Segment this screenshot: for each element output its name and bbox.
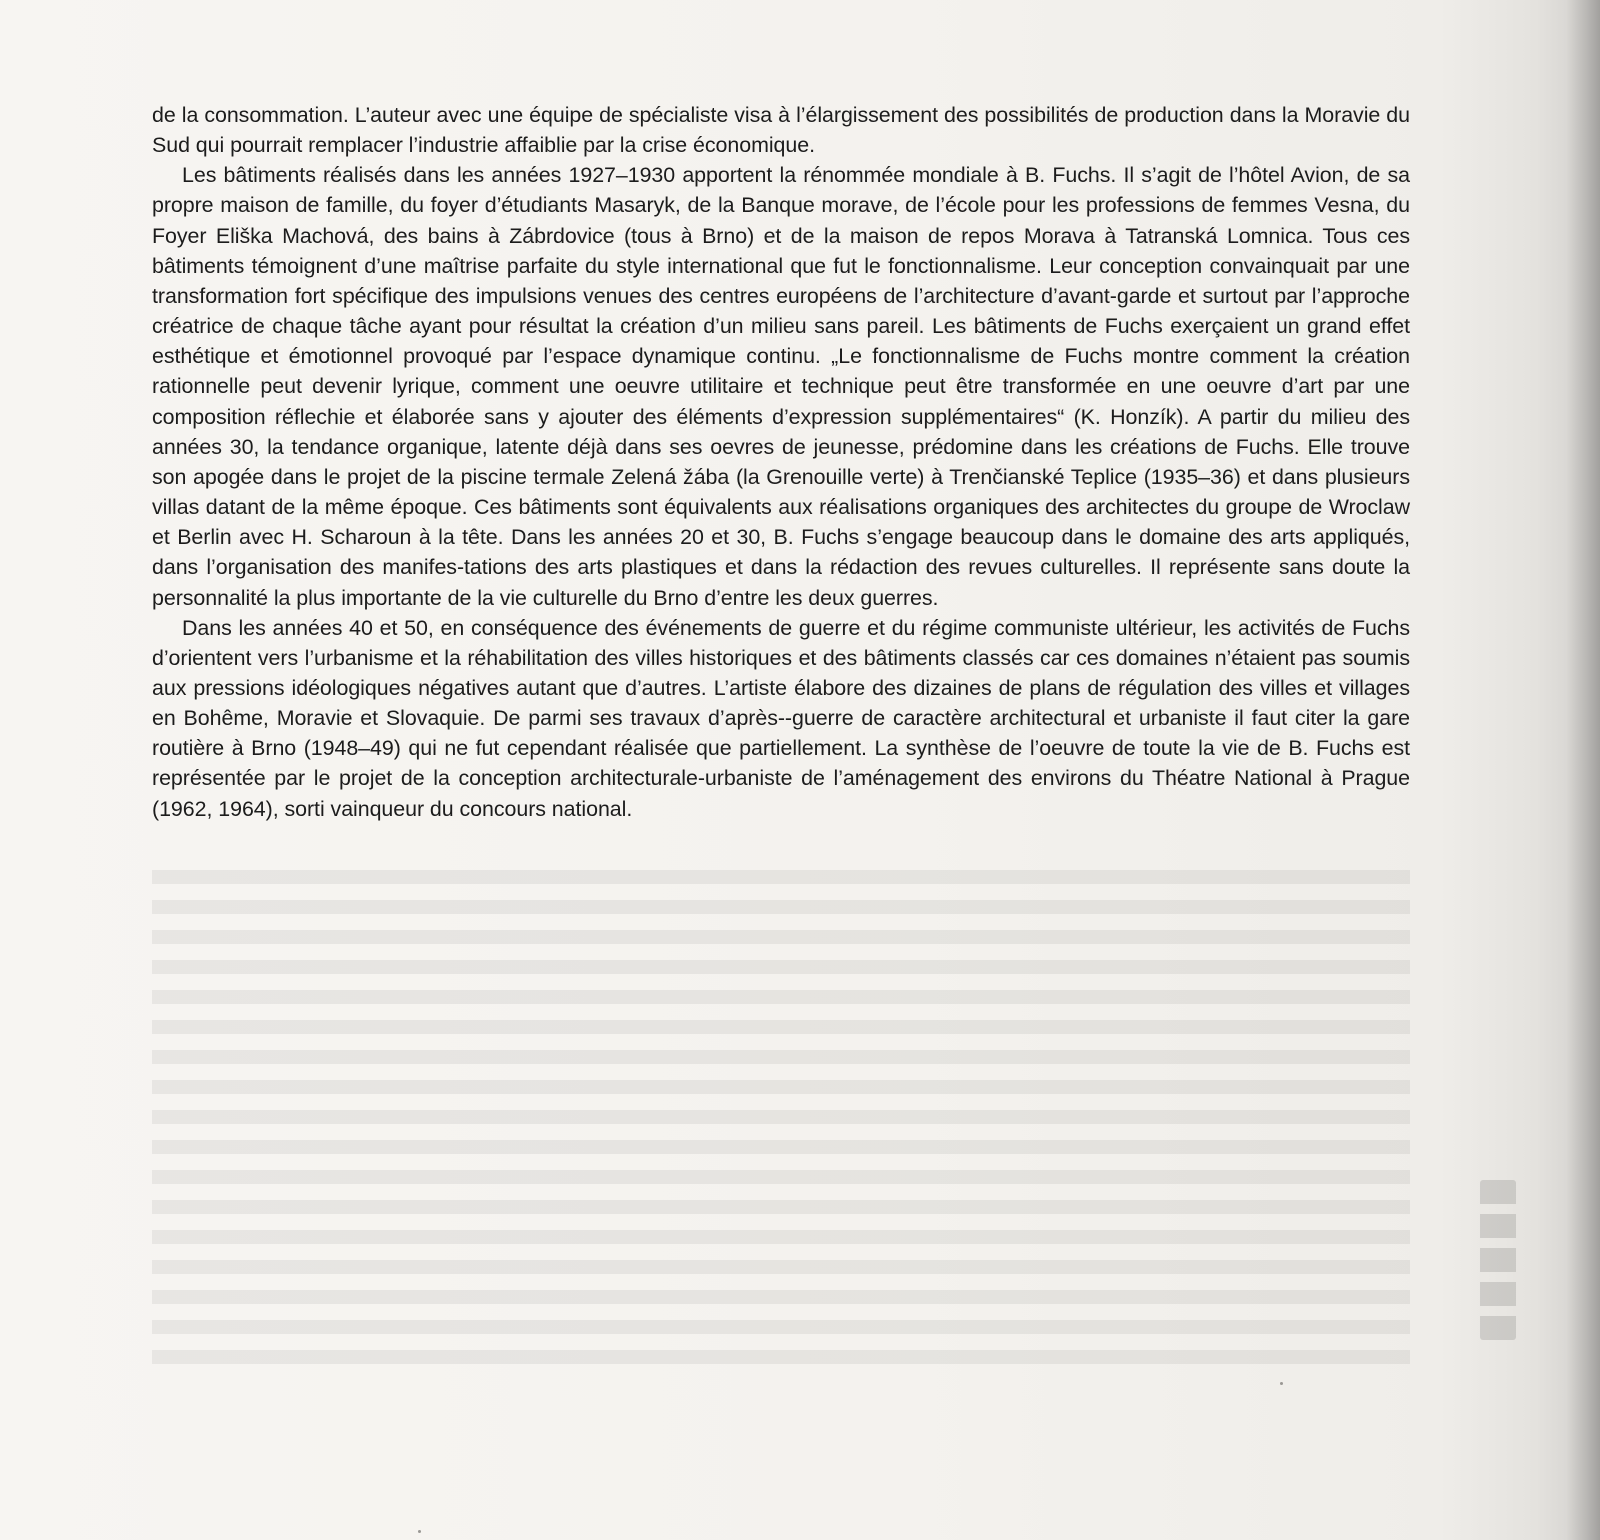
body-text: [152, 100, 1410, 824]
paragraph-2: Les bâtiments réalisés dans les années 1927–1930 apportent la rénommée mondiale à B. Fuchs. Il s’agit de l’hôtel Avion, de sa propre maison de famille, du foyer d’étudiants Masaryk, de la Banque morave, de l’école pour les professions de femmes Vesna, du Foyer Eliška Machová, des bains à Zábrdovice (tous à Brno) et de la maison de repos Morava à Tatranská Lomnica. Tous ces bâtiments témoignent d’une maîtrise parfaite du style international que fut le fonctionnalisme. Leur conception convainquait par une transformation fort spécifique des impulsions venues des centres européens de l’architecture d’avant-garde et surtout par l’approche créatrice de chaque tâche ayant pour résultat la création d’un milieu sans pareil. Les bâtiments de Fuchs exerçaient un grand effet esthétique et émotionnel provoqué par l’espace dynamique continu. „Le fonctionnalisme de Fuchs montre comment la création rationnelle peut devenir lyrique, comment une oeuvre utilitaire et technique peut être transformée en une oeuvre d’art par une composition réflechie et élaborée sans y ajouter des éléments d’expression supplémentaires“ (K. Honzík). A partir du milieu des années 30, la tendance organique, latente déjà dans ses oevres de jeunesse, prédomine dans les créations de Fuchs. Elle trouve son apogée dans le projet de la piscine termale Zelená žába (la Grenouille verte) à Trenčianské Teplice (1935–36) et dans plusieurs villas datant de la même époque. Ces bâtiments sont équivalents aux réalisations organiques des architectes du groupe de Wroclaw et Berlin avec H. Scharoun à la tête. Dans les années 20 et 30, B. Fuchs s’engage beaucoup dans le domaine des arts appliqués, dans l’organisation des manifes-tations des arts plastiques et dans la rédaction des revues culturelles. Il représente sans doute la personnalité la plus importante de la vie culturelle du Brno d’entre les deux guerres.: [152, 163, 1410, 610]
paragraph-3: Dans les années 40 et 50, en conséquence des événements de guerre et du régime communiste ultérieur, les activités de Fuchs d’orientent vers l’urbanisme et la réhabilitation des villes historiques et des bâtiments classés car ces domaines n’étaient pas soumis aux pressions idéologiques négatives autant que d’autres. L’artiste élabore des dizaines de plans de régulation des villes et villages en Bohême, Moravie et Slovaquie. De parmi ses travaux d’après--guerre de caractère architectural et urbaniste il faut citer la gare routière à Brno (1948–49) qui ne fut cependant réalisée que partiellement. La synthèse de l’oeuvre de toute la vie de B. Fuchs est représentée par le projet de la conception architecturale-urbaniste de l’aménagement des environs du Théatre National à Prague (1962, 1964), sorti vainqueur du concours national.: [152, 615, 1410, 821]
paper-speck: [418, 1530, 421, 1533]
reverse-side-show-through: [152, 870, 1410, 1370]
paper-speck: [1280, 1382, 1283, 1385]
page-edge-shadow: [1566, 0, 1600, 1540]
paragraph-1: de la consommation. L’auteur avec une équipe de spécialiste visa à l’élargissement des possibilités de production dans la Moravie du Sud qui pourrait remplacer l’industrie affaiblie par la crise économique.: [152, 103, 1410, 158]
reverse-side-heading-mark: [1480, 1180, 1516, 1340]
